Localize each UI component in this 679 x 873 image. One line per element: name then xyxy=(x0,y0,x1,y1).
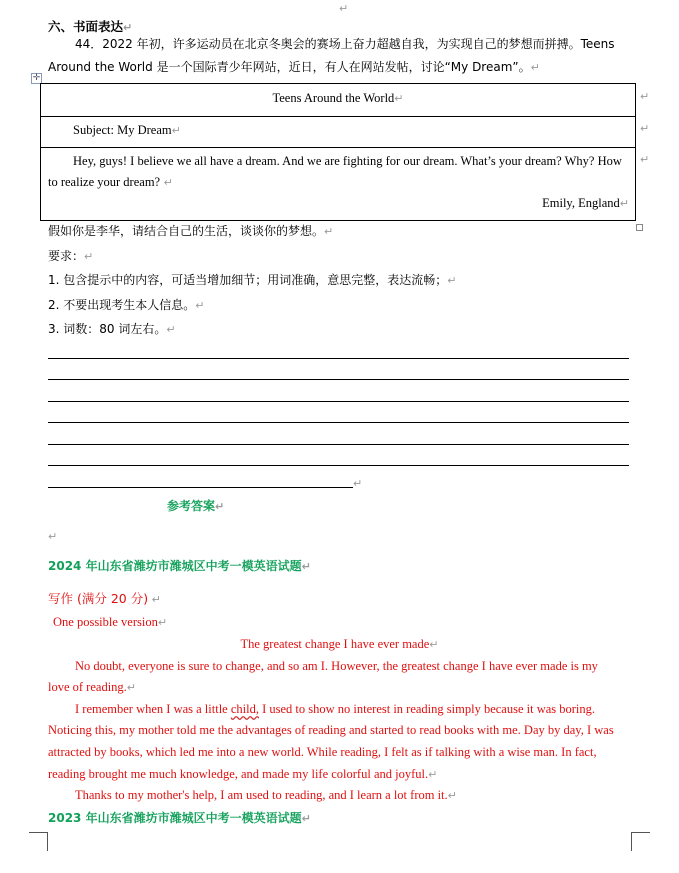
prompt-intro: 假如你是李华，请结合自己的生活，谈谈你的梦想。↵ xyxy=(48,224,334,238)
answer-line xyxy=(48,422,629,423)
source-title-2023-text: 2023 年山东省潍坊市潍城区中考一模英语试题 xyxy=(48,811,302,825)
post-table-title-row xyxy=(41,84,635,117)
row-end-mark: ↵ xyxy=(640,122,650,135)
source-title-2023: 2023 年山东省潍坊市潍城区中考一模英语试题↵ xyxy=(48,811,311,825)
essay-p1-line-2-text: love of reading. xyxy=(48,680,127,694)
requirement-2-text: 2. 不要出现考生本人信息。 xyxy=(48,298,196,312)
question-text-line-1: 44．2022 年初，许多运动员在北京冬奥会的赛场上奋力超越自我，为实现自己的梦想而拼搏。Teens xyxy=(75,37,615,51)
essay-p3: Thanks to my mother's help, I am used to reading, and I learn a lot from it.↵ xyxy=(75,788,457,802)
post-body-line-2: to realize your dream? ↵ xyxy=(48,175,173,189)
page-corner-mark-left xyxy=(29,832,48,851)
possible-version-label: One possible version↵ xyxy=(53,615,168,629)
essay-title: The greatest change I have ever made↵ xyxy=(240,637,439,651)
essay-p1-line-2: love of reading.↵ xyxy=(48,680,137,694)
writing-label: 写作 (满分 20 分) ↵ xyxy=(48,591,161,606)
row-end-mark: ↵ xyxy=(640,153,650,166)
essay-p3-text: Thanks to my mother's help, I am used to reading, and I learn a lot from it. xyxy=(75,788,448,802)
paragraph-mark: ↵ xyxy=(48,530,58,543)
answer-line xyxy=(48,379,629,380)
spellcheck-flagged-word[interactable]: child, xyxy=(230,702,259,716)
section-heading: 六、书面表达↵ xyxy=(48,19,133,34)
requirements-title: 要求：↵ xyxy=(48,249,94,263)
answer-line xyxy=(48,401,629,402)
question-text-line-2-text: Around the World 是一个国际青少年网站，近日，有人在网站发帖，讨论“My Dream”。 xyxy=(48,60,531,74)
post-title: Teens Around the World↵ xyxy=(272,91,404,105)
post-signature: Emily, England↵ xyxy=(542,196,629,210)
answer-label-text: 参考答案 xyxy=(167,499,216,513)
essay-p1-line-1: No doubt, everyone is sure to change, and so am I. However, the greatest change I have ever made is my xyxy=(75,659,598,673)
requirement-1-text: 1. 包含提示中的内容，可适当增加细节；用词准确，意思完整，表达流畅； xyxy=(48,273,448,287)
answer-line xyxy=(48,465,629,466)
essay-p2-line-1-start: I remember when I was a little xyxy=(75,702,231,716)
essay-p2-line-3: attracted by books, which led me into a new world. While reading, I felt as if talking with a wise man. In fact, xyxy=(48,745,597,759)
answer-label: 参考答案↵ xyxy=(167,499,225,513)
requirement-1: 1. 包含提示中的内容，可适当增加细节；用词准确，意思完整，表达流畅；↵ xyxy=(48,273,457,287)
paragraph-mark: ↵ xyxy=(353,477,363,490)
answer-line-short xyxy=(48,487,353,488)
requirement-3: 3. 词数：80 词左右。↵ xyxy=(48,322,176,336)
possible-version-text: One possible version xyxy=(53,615,158,629)
section-heading-text: 六、书面表达 xyxy=(48,19,124,34)
paragraph-mark: ↵ xyxy=(339,2,349,15)
row-end-mark: ↵ xyxy=(640,90,650,103)
post-table xyxy=(40,83,636,221)
post-title-text: Teens Around the World xyxy=(272,91,395,105)
table-move-handle-icon[interactable]: ✛ xyxy=(32,73,41,83)
requirements-title-text: 要求： xyxy=(48,249,85,263)
prompt-intro-text: 假如你是李华，请结合自己的生活，谈谈你的梦想。 xyxy=(48,224,325,238)
essay-p2-line-1-end: I used to show no interest in reading simply because it was boring. xyxy=(258,702,596,716)
post-body-line-2-text: to realize your dream? xyxy=(48,175,161,189)
post-subject: Subject: My Dream↵ xyxy=(73,123,181,137)
table-resize-handle[interactable] xyxy=(636,224,643,231)
essay-p2-line-4-text: reading brought me much knowledge, and made my life colorful and joyful. xyxy=(48,767,429,781)
requirement-3-text: 3. 词数：80 词左右。 xyxy=(48,322,167,336)
essay-p2-line-2: Noticing this, my mother told me the advantages of reading and started to read books with me. Day by day, I was xyxy=(48,723,614,737)
answer-line xyxy=(48,358,629,359)
post-subject-text: Subject: My Dream xyxy=(73,123,172,137)
source-title-2024: 2024 年山东省潍坊市潍城区中考一模英语试题↵ xyxy=(48,559,311,573)
post-body-line-1: Hey, guys! I believe we all have a dream. And we are fighting for our dream. What’s your dream? Why? How xyxy=(73,154,622,168)
requirement-2: 2. 不要出现考生本人信息。↵ xyxy=(48,298,205,312)
post-table-subject-row xyxy=(41,116,635,148)
answer-line xyxy=(48,444,629,445)
post-signature-text: Emily, England xyxy=(542,196,620,210)
source-title-2024-text: 2024 年山东省潍坊市潍城区中考一模英语试题 xyxy=(48,559,302,573)
essay-p2-line-1 xyxy=(75,701,631,717)
question-text-line-2: Around the World 是一个国际青少年网站，近日，有人在网站发帖，讨论“My Dream”。↵ xyxy=(48,60,540,74)
essay-title-text: The greatest change I have ever made xyxy=(240,637,430,651)
writing-label-text: 写作 (满分 20 分) xyxy=(48,591,149,606)
page-corner-mark-right xyxy=(631,832,650,851)
essay-p2-line-4: reading brought me much knowledge, and made my life colorful and joyful.↵ xyxy=(48,767,438,781)
